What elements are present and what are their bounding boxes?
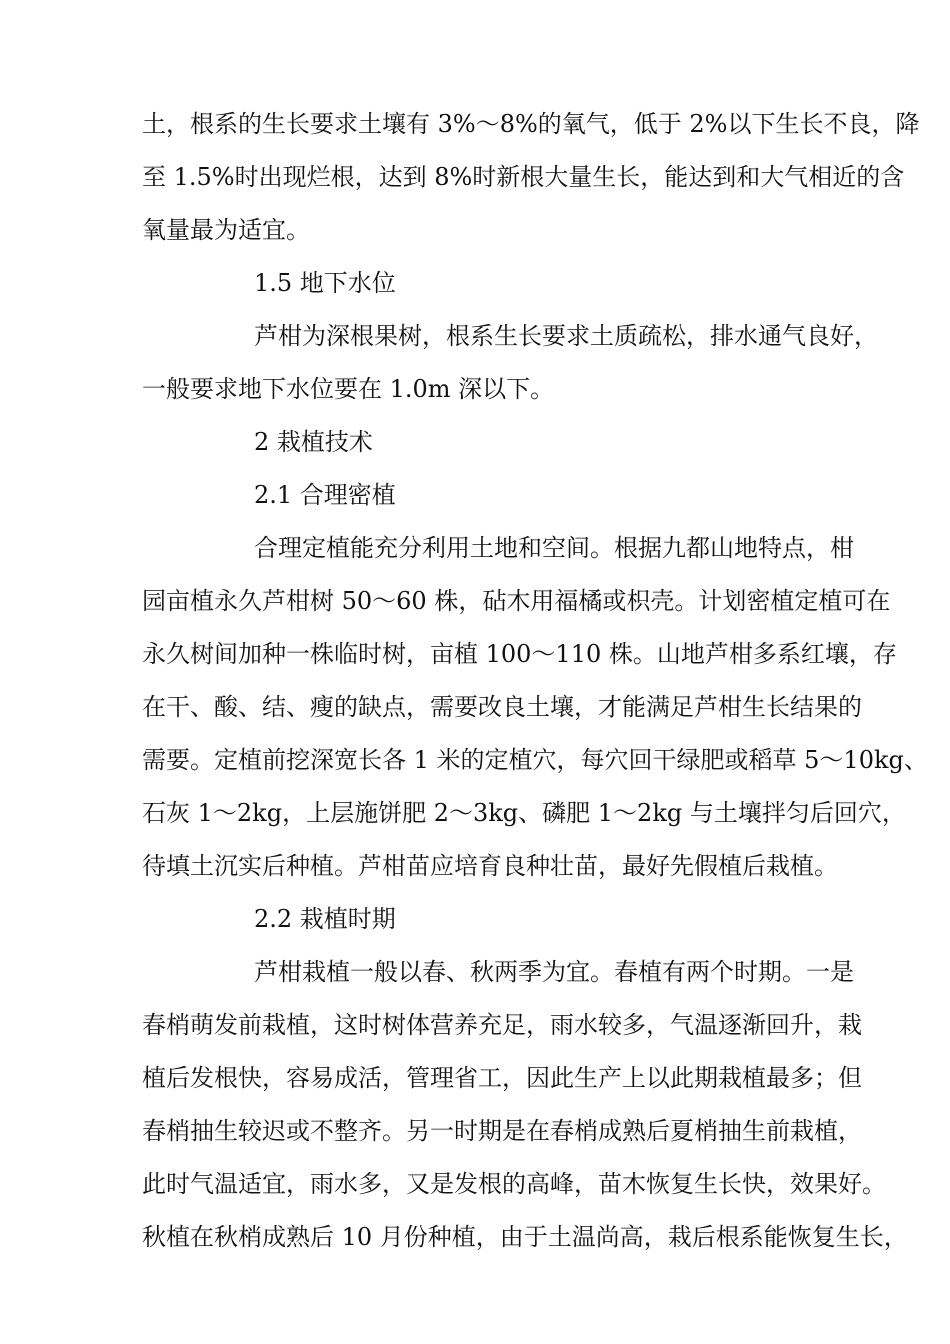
paragraph-line: 永久树间加种一株临时树，亩植 100～110 株。山地芦柑多系红壤，存 xyxy=(142,640,897,668)
paragraph-line: 植后发根快，容易成活，管理省工，因此生产上以此期栽植最多；但 xyxy=(142,1064,862,1092)
paragraph-line: 园亩植永久芦柑树 50～60 株，砧木用福橘或枳壳。计划密植定植可在 xyxy=(142,587,891,615)
paragraph-line: 在干、酸、结、瘦的缺点，需要改良土壤，才能满足芦柑生长结果的 xyxy=(142,693,862,721)
paragraph-line: 芦柑为深根果树，根系生长要求土质疏松，排水通气良好， xyxy=(254,322,878,350)
section-heading: 2.1 合理密植 xyxy=(254,481,396,509)
section-heading: 2 栽植技术 xyxy=(254,428,373,456)
paragraph-line: 秋植在秋梢成熟后 10 月份种植，由于土温尚高，栽后根系能恢复生长， xyxy=(142,1223,908,1251)
paragraph-line: 需要。定植前挖深宽长各 1 米的定植穴，每穴回干绿肥或稻草 5～10kg、 xyxy=(142,746,928,774)
paragraph-line: 春梢抽生较迟或不整齐。另一时期是在春梢成熟后夏梢抽生前栽植， xyxy=(142,1117,862,1145)
paragraph-line: 一般要求地下水位要在 1.0m 深以下。 xyxy=(142,375,555,403)
section-heading: 2.2 栽植时期 xyxy=(254,905,396,933)
paragraph-line: 春梢萌发前栽植，这时树体营养充足，雨水较多，气温逐渐回升，栽 xyxy=(142,1011,862,1039)
paragraph-line: 待填土沉实后种植。芦柑苗应培育良种壮苗，最好先假植后栽植。 xyxy=(142,852,838,880)
section-heading: 1.5 地下水位 xyxy=(254,269,396,297)
paragraph-line: 土，根系的生长要求土壤有 3%～8%的氧气，低于 2%以下生长不良，降 xyxy=(142,110,920,138)
paragraph-line: 至 1.5%时出现烂根，达到 8%时新根大量生长，能达到和大气相近的含 xyxy=(142,163,905,191)
paragraph-line: 石灰 1～2kg，上层施饼肥 2～3kg、磷肥 1～2kg 与土壤拌匀后回穴， xyxy=(142,799,906,827)
paragraph-line: 芦柑栽植一般以春、秋两季为宜。春植有两个时期。一是 xyxy=(254,958,854,986)
document-page xyxy=(142,98,928,1264)
paragraph-line: 合理定植能充分利用土地和空间。根据九都山地特点，柑 xyxy=(254,534,854,562)
paragraph-line: 此时气温适宜，雨水多，又是发根的高峰，苗木恢复生长快，效果好。 xyxy=(142,1170,886,1198)
paragraph-line: 氧量最为适宜。 xyxy=(142,216,310,244)
